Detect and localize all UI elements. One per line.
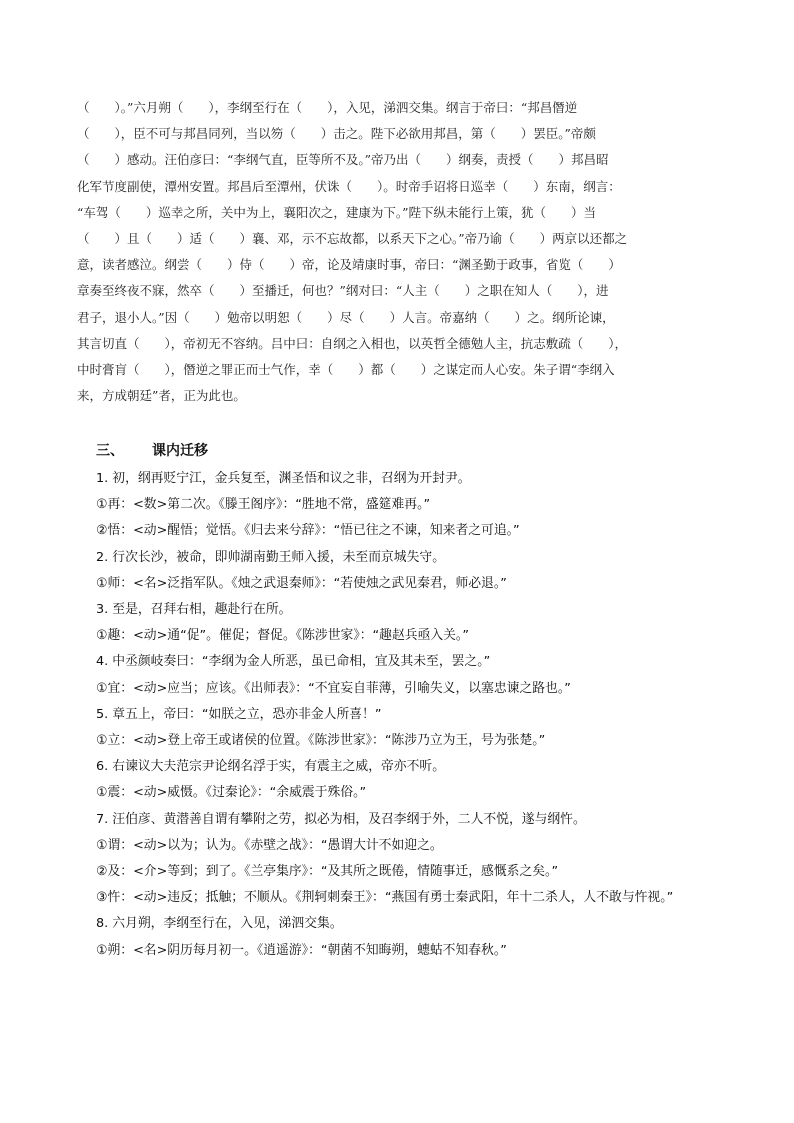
list-item: ②及：<介>等到；到了。《兰亭集序》：“及其所之既倦，情随事迁，感慨系之矣。” [96, 864, 559, 880]
list-item: 7. 汪伯彦、黄潜善自谓有攀附之劳，拟必为相，及召李纲于外，二人不悦，遂与纲忤。 [96, 811, 586, 827]
list-item: ②悟：<动>醒悟；觉悟。《归去来兮辞》：“悟已往之不谏，知来者之可追。” [96, 523, 520, 539]
list-item: ①师：<名>泛指军队。《烛之武退秦师》：“若使烛之武见秦君，师必退。” [96, 575, 507, 591]
list-item: 1. 初，纲再贬宁江，金兵复至，渊圣悟和议之非，召纲为开封尹。 [96, 471, 471, 486]
cloze-line: 章奏至终夜不寐，然卒（ ）至播迁，何也？”纲对曰：“人主（ ）之职在知人（ ），进 [77, 283, 609, 299]
list-item: ①谓：<动>以为；认为。《赤壁之战》：“愚谓大计不如迎之。 [96, 837, 443, 853]
section-number: 三、 [96, 443, 124, 459]
cloze-line: （ ）。”六月朔（ ），李纲至行在（ ），入见，涕泗交集。纲言于帝曰：“邦昌僭逆 [77, 100, 578, 115]
cloze-line: 其言切直（ ），帝初无不容纳。吕中曰：自纲之入相也，以英哲全德勉人主，抗志敷疏（ ）， [77, 335, 628, 351]
cloze-line: 意，读者感泣。纲尝（ ）侍（ ）帝，论及靖康时事，帝曰：“渊圣勤于政事，省览（ ） [77, 257, 621, 273]
transfer-items [96, 466, 728, 964]
cloze-line: 化军节度副使，潭州安置。邦昌后至潭州，伏诛（ ）。时帝手诏将日巡幸（ ）东南，纲言： [77, 178, 621, 194]
cloze-line: （ ）感动。汪伯彦曰：“李纲气直，臣等所不及。”帝乃出（ ）纲奏，责授（ ）邦昌昭 [77, 152, 609, 168]
cloze-line: （ ）且（ ）适（ ）襄、邓，示不忘故都，以系天下之心。”帝乃谕（ ）两京以还都之 [77, 231, 628, 247]
list-item: ①宜：<动>应当；应该。《出师表》：“不宜妄自菲薄，引喻失义，以塞忠谏之路也。” [96, 680, 571, 696]
list-item: 2. 行次长沙，被命，即帅湖南勤王师入援，未至而京城失守。 [96, 549, 445, 565]
section-title: 课内迁移 [152, 443, 208, 459]
cloze-passage [77, 95, 717, 409]
cloze-line: 来，方成朝廷”者，正为此也。 [77, 388, 246, 404]
cloze-line: “车驾（ ）巡幸之所，关中为上，襄阳次之，建康为下。”陛下纵未能行上策，犹（ ）当 [77, 204, 597, 220]
section-heading [96, 440, 208, 460]
list-item: ①趣：<动>通“促”。催促；督促。《陈涉世家》：“趣赵兵亟入关。” [96, 628, 469, 644]
list-item: ③忤：<动>违反；抵触；不顺从。《荆轲刺秦王》：“燕国有勇士秦武阳，年十二杀人，人不敢与忤视。” [96, 890, 674, 906]
list-item: 8. 六月朔，李纲至行在，入见，涕泗交集。 [96, 916, 343, 932]
list-item: ①再：<数>第二次。《滕王阁序》：“胜地不常，盛筵难再。” [96, 497, 431, 513]
list-item: ①立：<动>登上帝王或诸侯的位置。《陈涉世家》：“陈涉乃立为王，号为张楚。” [96, 733, 546, 749]
list-item: ①朔：<名>阴历每月初一。《逍遥游》：“朝菌不知晦朔，蟪蛄不知春秋。” [96, 942, 507, 958]
cloze-line: 中时膏肓（ ），僭逆之罪正而士气作，幸（ ）都（ ）之谋定而人心安。朱子谓“李纲入 [77, 362, 615, 378]
list-item: 5. 章五上，帝曰：“如朕之立，恐亦非金人所喜！” [96, 706, 382, 722]
list-item: ①震：<动>威慑。《过秦论》：“余威震于殊俗。” [96, 785, 367, 801]
list-item: 3. 至是，召拜右相，趣赴行在所。 [96, 602, 292, 618]
cloze-line: 君子，退小人。”因（ ）勉帝以明恕（ ）尽（ ）人言。帝嘉纳（ ）之。纲所论谏， [77, 309, 615, 325]
list-item: 6. 右谏议大夫范宗尹论纲名浮于实，有震主之威，帝亦不听。 [96, 759, 445, 775]
list-item: 4. 中丞颜岐奏曰：“李纲为金人所恶，虽已命相，宜及其未至，罢之。” [96, 654, 491, 670]
cloze-line: （ ），臣不可与邦昌同列，当以笏（ ）击之。陛下必欲用邦昌，第（ ）罢臣。”帝颇 [77, 126, 596, 142]
